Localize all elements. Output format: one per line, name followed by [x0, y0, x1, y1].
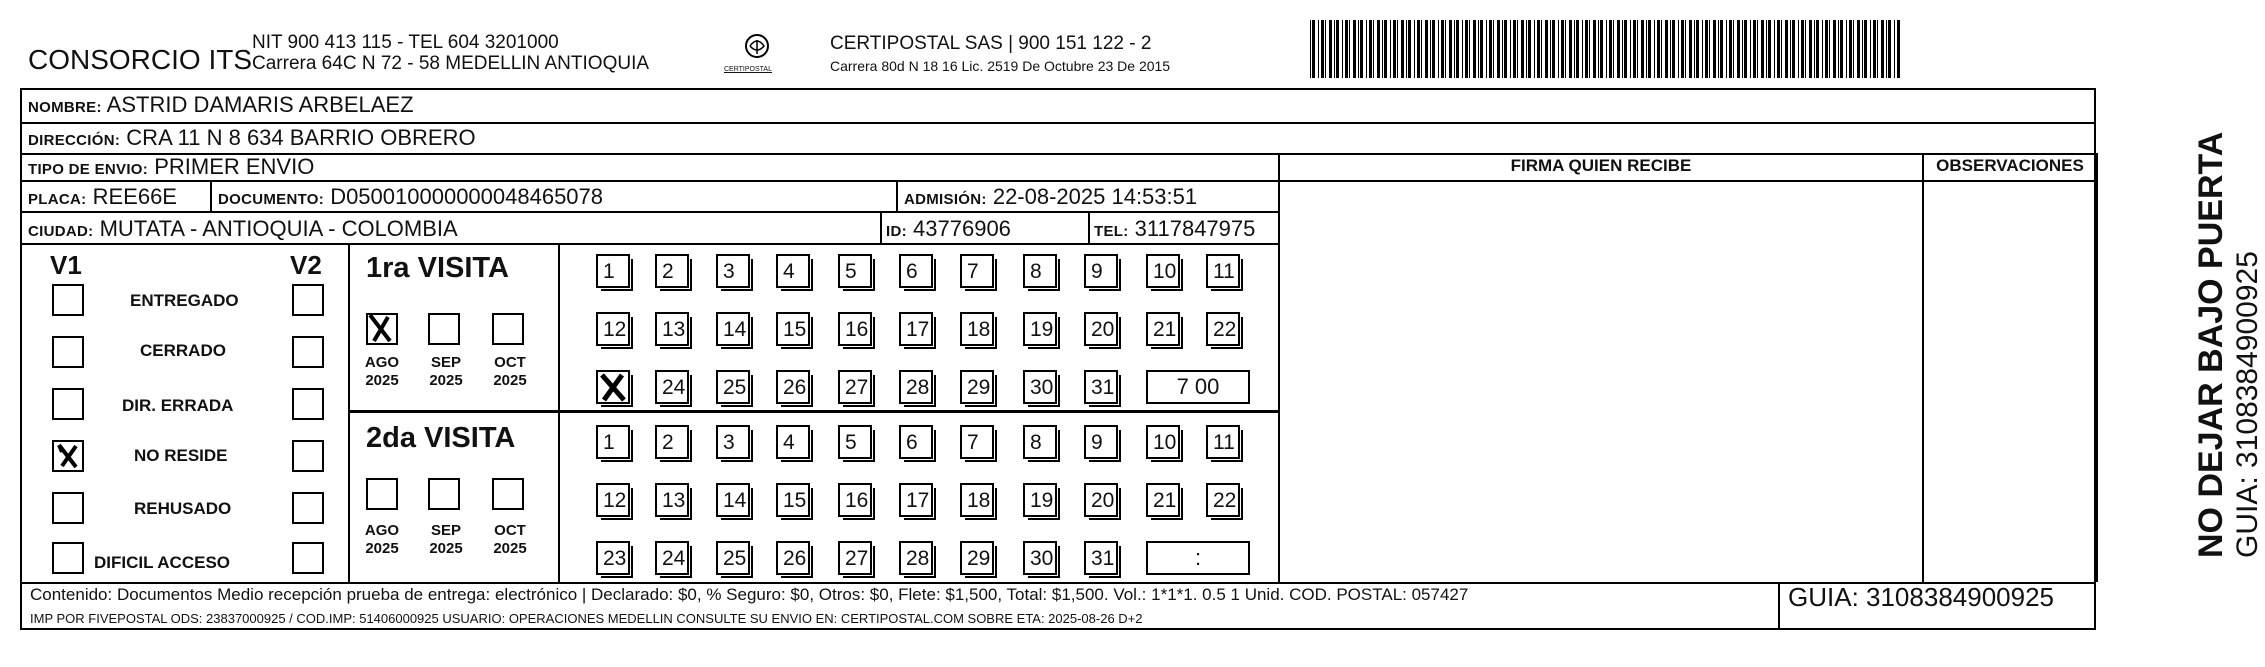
first-visit-day-25[interactable]: 25: [716, 370, 750, 404]
company-info: [252, 32, 649, 74]
first-visit-day-21[interactable]: 21: [1146, 312, 1180, 346]
first-visit-day-3[interactable]: 3: [716, 254, 750, 288]
tel-value: 3117847975: [1134, 216, 1256, 241]
first-visit-day-6[interactable]: 6: [899, 254, 933, 288]
tipo-value: PRIMER ENVIO: [154, 154, 315, 179]
side-guia: GUIA: 3108384900925: [2231, 251, 2264, 558]
year-label: 2025: [493, 540, 527, 557]
ciudad-row: [28, 216, 458, 242]
first-visit-oct-box[interactable]: [492, 313, 524, 345]
first-visit-day-2[interactable]: 2: [655, 254, 689, 288]
first-visit-day-14[interactable]: 14: [716, 312, 750, 346]
second-visit-day-7[interactable]: 7: [960, 425, 994, 459]
firma-header: FIRMA QUIEN RECIBE: [1510, 156, 1692, 175]
first-visit-day-26[interactable]: 26: [776, 370, 810, 404]
v1-entregado-checkbox[interactable]: [52, 284, 84, 316]
second-visit-day-28[interactable]: 28: [899, 541, 933, 575]
second-visit-oct-box[interactable]: [492, 478, 524, 510]
tipo-label: TIPO DE ENVIO:: [28, 161, 149, 178]
status-rehusado: REHUSADO: [134, 499, 232, 518]
second-visit-day-2[interactable]: 2: [655, 425, 689, 459]
second-visit-day-15[interactable]: 15: [776, 483, 810, 517]
second-visit-day-29[interactable]: 29: [960, 541, 994, 575]
second-visit-day-10[interactable]: 10: [1146, 425, 1180, 459]
second-visit-day-4[interactable]: 4: [776, 425, 810, 459]
first-visit-day-29[interactable]: 29: [960, 370, 994, 404]
second-visit-ago-label: [360, 522, 404, 558]
carrier-info: [830, 33, 1170, 77]
first-visit-day-12[interactable]: 12: [596, 312, 630, 346]
second-visit-sep-label: [424, 522, 468, 558]
month-ago: AGO: [364, 522, 400, 539]
second-visit-day-1[interactable]: 1: [596, 425, 630, 459]
v2-dir-errada-checkbox[interactable]: [292, 388, 324, 420]
first-visit-day-10[interactable]: 10: [1146, 254, 1180, 288]
second-visit-day-27[interactable]: 27: [838, 541, 872, 575]
status-dificil-acceso: DIFICIL ACCESO: [94, 553, 231, 572]
first-visit-day-30[interactable]: 30: [1023, 370, 1057, 404]
second-visit-day-8[interactable]: 8: [1023, 425, 1057, 459]
id-label: ID:: [886, 223, 907, 240]
company-address: Carrera 64C N 72 - 58 MEDELLIN ANTIOQUIA: [252, 53, 650, 74]
year-label: 2025: [429, 372, 463, 389]
first-visit-sep-box[interactable]: [428, 313, 460, 345]
first-visit-day-11[interactable]: 11: [1206, 254, 1240, 288]
first-visit-day-8[interactable]: 8: [1023, 254, 1057, 288]
logo-text: CERTIPOSTAL: [724, 66, 772, 73]
observaciones-header: OBSERVACIONES: [1936, 156, 2084, 175]
second-visit-day-19[interactable]: 19: [1023, 483, 1057, 517]
first-visit-day-13[interactable]: 13: [655, 312, 689, 346]
direccion-label: DIRECCIÓN:: [28, 132, 121, 149]
second-visit-day-14[interactable]: 14: [716, 483, 750, 517]
v2-rehusado-checkbox[interactable]: [292, 492, 324, 524]
first-visit-sep-label: [424, 354, 468, 390]
second-visit-day-21[interactable]: 21: [1146, 483, 1180, 517]
v2-cerrado-checkbox[interactable]: [292, 336, 324, 368]
first-visit-day-22[interactable]: 22: [1206, 312, 1240, 346]
second-visit-day-20[interactable]: 20: [1084, 483, 1118, 517]
v2-dificil-acceso-checkbox[interactable]: [292, 542, 324, 574]
admision-label: ADMISIÓN:: [904, 191, 987, 208]
v2-label: V2: [290, 250, 322, 280]
first-visit-day-20[interactable]: 20: [1084, 312, 1118, 346]
second-visit-day-13[interactable]: 13: [655, 483, 689, 517]
second-visit-oct-label: [488, 522, 532, 558]
admision-value: 22-08-2025 14:53:51: [992, 184, 1198, 209]
first-visit-day-18[interactable]: 18: [960, 312, 994, 346]
footer-content-line: Contenido: Documentos Medio recepción prueba de entrega: electrónico | Declarado: $0, % Seguro: $0, Otros: $0, Flete: $1,500, Total: $1,500. Vol.: 1*1*1. 0.5 1 Unid. COD. POSTAL: 057427: [30, 585, 1469, 604]
first-visit-day-28[interactable]: 28: [899, 370, 933, 404]
first-visit-day-27[interactable]: 27: [838, 370, 872, 404]
tel-label: TEL:: [1094, 223, 1129, 240]
documento-row: [218, 184, 603, 210]
second-visit-day-18[interactable]: 18: [960, 483, 994, 517]
direccion-value: CRA 11 N 8 634 BARRIO OBRERO: [126, 125, 476, 150]
no-dejar-bajo-puerta: NO DEJAR BAJO PUERTA: [2192, 131, 2230, 558]
first-visit-day-7[interactable]: 7: [960, 254, 994, 288]
signature-area[interactable]: [1282, 184, 1920, 580]
month-ago: AGO: [364, 354, 400, 371]
first-visit-day-16[interactable]: 16: [838, 312, 872, 346]
placa-row: [28, 184, 177, 210]
second-visit-day-25[interactable]: 25: [716, 541, 750, 575]
second-visit-day-3[interactable]: 3: [716, 425, 750, 459]
id-value: 43776906: [913, 216, 1011, 241]
first-visit-day-9[interactable]: 9: [1084, 254, 1118, 288]
admision-row: [904, 184, 1197, 210]
v1-cerrado-checkbox[interactable]: [52, 336, 84, 368]
company-name: CONSORCIO ITS: [28, 44, 253, 75]
second-visit-day-23[interactable]: 23: [596, 541, 630, 575]
second-visit-day-17[interactable]: 17: [899, 483, 933, 517]
ciudad-label: CIUDAD:: [28, 223, 94, 240]
first-visit-day-24[interactable]: 24: [655, 370, 689, 404]
month-oct: OCT: [494, 522, 526, 539]
handwritten-x-mark: [54, 442, 82, 470]
ciudad-value: MUTATA - ANTIOQUIA - COLOMBIA: [99, 216, 458, 241]
observations-area[interactable]: [1926, 184, 2094, 580]
footer-guia: GUIA: 3108384900925: [1788, 582, 2054, 612]
v1-dir-errada-checkbox[interactable]: [52, 388, 84, 420]
v1-label: V1: [50, 250, 82, 280]
tipo-row: [28, 154, 314, 180]
year-label: 2025: [429, 540, 463, 557]
second-visit-ago-box[interactable]: [366, 478, 398, 510]
placa-value: REE66E: [92, 184, 177, 209]
second-visit-time-box[interactable]: :: [1146, 541, 1250, 575]
second-visit-day-12[interactable]: 12: [596, 483, 630, 517]
status-cerrado: CERRADO: [140, 341, 226, 360]
first-visit-oct-label: [488, 354, 532, 390]
documento-value: D050010000000048465078: [330, 184, 604, 209]
first-visit-day-15[interactable]: 15: [776, 312, 810, 346]
placa-label: PLACA:: [28, 191, 87, 208]
second-visit-day-5[interactable]: 5: [838, 425, 872, 459]
footer-print-line: IMP POR FIVEPOSTAL ODS: 23837000925 / COD.IMP: 51406000925 USUARIO: OPERACIONES MEDELLIN CONSULTE SU ENVIO EN: CERTIPOSTAL.COM SOBRE ETA: 2025-08-26 D+2: [30, 611, 1143, 626]
tel-row: [1094, 216, 1255, 242]
second-visit-title: 2da VISITA: [366, 422, 516, 454]
second-visit-day-11[interactable]: 11: [1206, 425, 1240, 459]
year-label: 2025: [365, 372, 399, 389]
v1-dificil-acceso-checkbox[interactable]: [52, 542, 84, 574]
second-visit-day-24[interactable]: 24: [655, 541, 689, 575]
second-visit-day-16[interactable]: 16: [838, 483, 872, 517]
handwritten-x-mark: [366, 313, 396, 343]
month-sep: SEP: [430, 354, 461, 371]
nombre-value: ASTRID DAMARIS ARBELAEZ: [106, 92, 414, 117]
v2-no-reside-checkbox[interactable]: [292, 440, 324, 472]
first-visit-day-19[interactable]: 19: [1023, 312, 1057, 346]
nombre-label: NOMBRE:: [28, 99, 102, 116]
month-oct: OCT: [494, 354, 526, 371]
first-visit-day-23[interactable]: [596, 370, 630, 404]
first-visit-day-17[interactable]: 17: [899, 312, 933, 346]
status-no-reside: NO RESIDE: [134, 446, 228, 465]
first-visit-day-5[interactable]: 5: [838, 254, 872, 288]
second-visit-sep-box[interactable]: [428, 478, 460, 510]
first-visit-ago-label: [360, 354, 404, 390]
second-visit-day-30[interactable]: 30: [1023, 541, 1057, 575]
barcode: [1310, 20, 1900, 78]
status-entregado: ENTREGADO: [130, 291, 239, 310]
second-visit-day-9[interactable]: 9: [1084, 425, 1118, 459]
year-label: 2025: [365, 540, 399, 557]
v2-entregado-checkbox[interactable]: [292, 284, 324, 316]
second-visit-day-22[interactable]: 22: [1206, 483, 1240, 517]
month-sep: SEP: [430, 522, 461, 539]
documento-label: DOCUMENTO:: [218, 191, 325, 208]
side-text: [2192, 132, 2265, 558]
status-dir-errada: DIR. ERRADA: [122, 396, 234, 415]
v1-rehusado-checkbox[interactable]: [52, 492, 84, 524]
first-visit-day-31[interactable]: 31: [1084, 370, 1118, 404]
first-visit-time-box[interactable]: 7 00: [1146, 370, 1250, 404]
direccion-row: [28, 125, 476, 151]
second-visit-day-26[interactable]: 26: [776, 541, 810, 575]
first-visit-day-1[interactable]: 1: [596, 254, 630, 288]
carrier-line: CERTIPOSTAL SAS | 900 151 122 - 2: [830, 33, 1152, 54]
nit-line: NIT 900 413 115 - TEL 604 3201000: [252, 32, 559, 53]
v1-no-reside-checkbox[interactable]: [52, 440, 84, 472]
second-visit-day-31[interactable]: 31: [1084, 541, 1118, 575]
second-visit-day-6[interactable]: 6: [899, 425, 933, 459]
first-visit-ago-box[interactable]: [366, 313, 398, 345]
first-visit-day-4[interactable]: 4: [776, 254, 810, 288]
first-visit-title: 1ra VISITA: [366, 252, 509, 284]
handwritten-x-mark: [598, 372, 628, 402]
carrier-address: Carrera 80d N 18 16 Lic. 2519 De Octubre 23 De 2015: [830, 58, 1171, 74]
nombre-row: [28, 92, 414, 118]
id-row: [886, 216, 1011, 242]
year-label: 2025: [493, 372, 527, 389]
